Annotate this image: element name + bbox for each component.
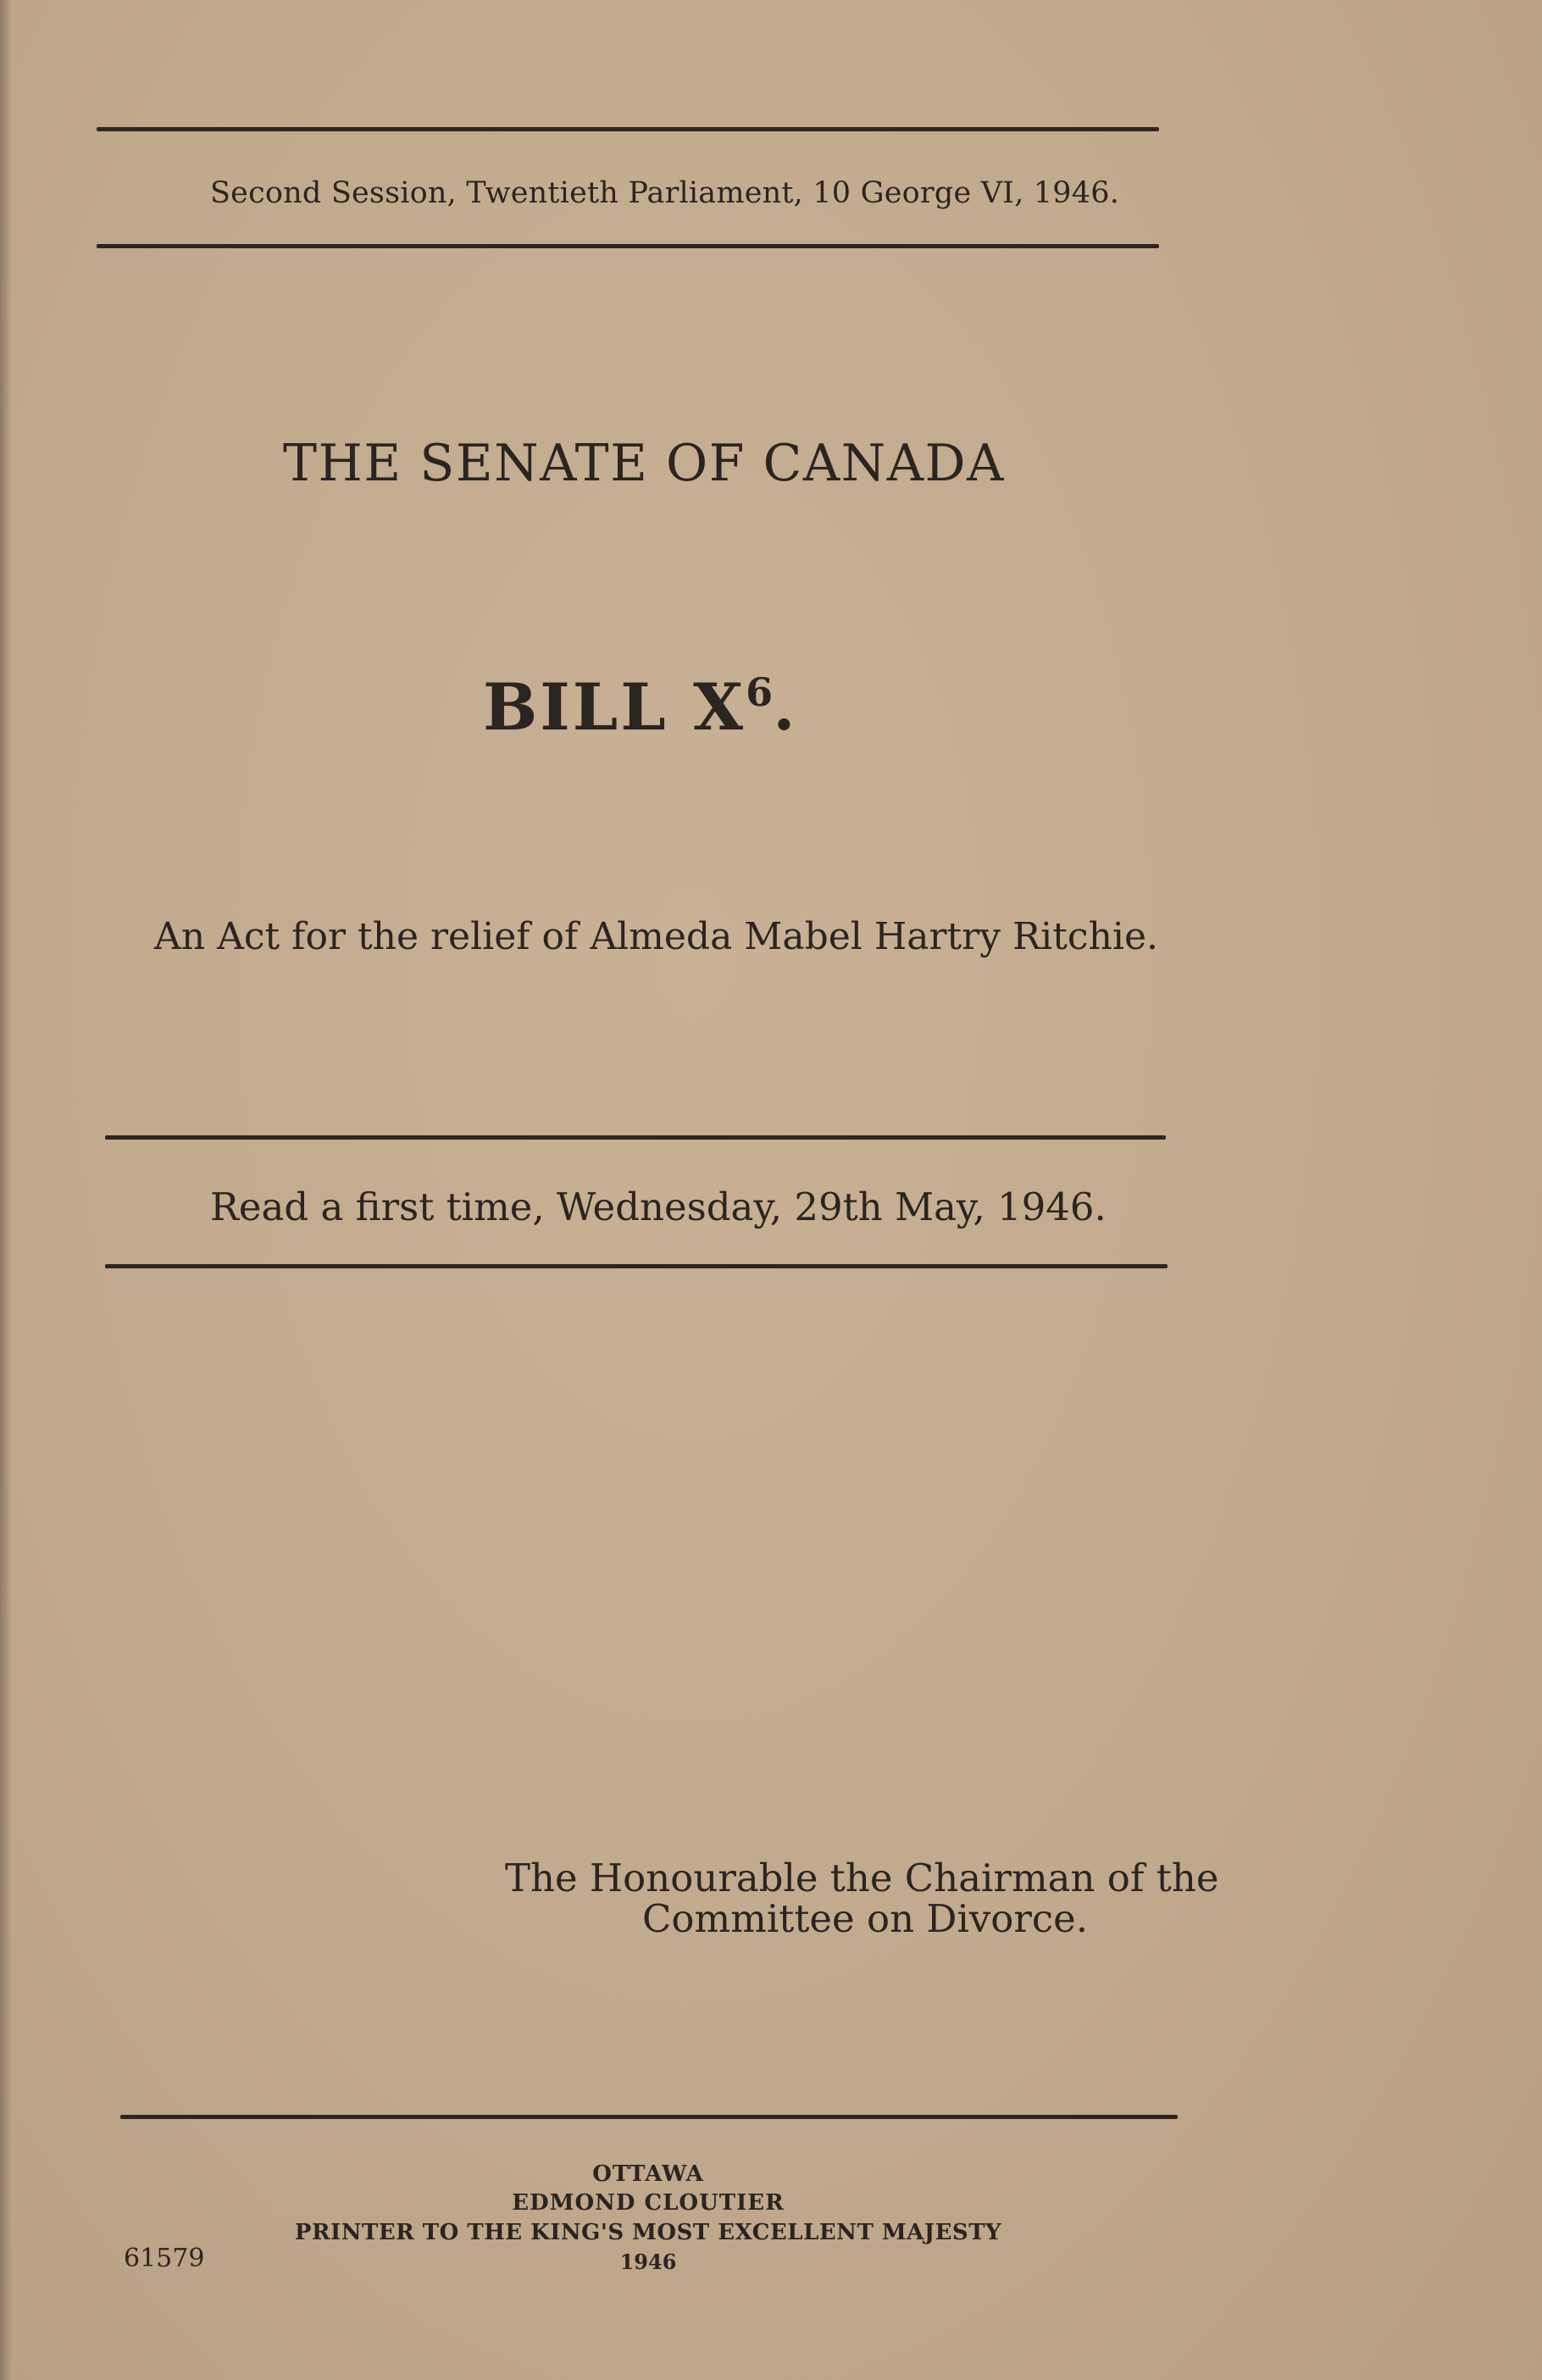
bill-suffix: .	[773, 669, 798, 745]
session-line: Second Session, Twentieth Parliament, 10 George VI, 1946.	[210, 176, 1120, 210]
document-number: 61579	[124, 2244, 205, 2273]
bill-label: BILL X	[483, 669, 746, 745]
imprint-printer: EDMOND CLOUTIER	[512, 2190, 785, 2216]
sponsor-line-1: The Honourable the Chairman of the	[505, 1856, 1219, 1900]
reading-bottom-rule	[105, 1264, 1168, 1268]
page-edge-shadow	[0, 0, 12, 2380]
bill-superscript: 6	[746, 669, 774, 715]
imprint-printer-title: PRINTER TO THE KING'S MOST EXCELLENT MAJESTY	[294, 2220, 1002, 2245]
reading-top-rule	[105, 1135, 1166, 1140]
act-description: An Act for the relief of Almeda Mabel Hartry Ritchie.	[154, 915, 1159, 958]
sponsor-line-2: Committee on Divorce.	[642, 1896, 1089, 1941]
bill-number	[483, 669, 798, 745]
imprint-year: 1946	[619, 2250, 677, 2274]
reading-line: Read a first time, Wednesday, 29th May, 1946.	[210, 1184, 1107, 1229]
imprint-city: OTTAWA	[592, 2161, 704, 2187]
header-bottom-rule	[97, 244, 1159, 248]
chamber-title: THE SENATE OF CANADA	[283, 434, 1005, 493]
header-top-rule	[97, 127, 1159, 131]
imprint-rule	[120, 2115, 1178, 2119]
